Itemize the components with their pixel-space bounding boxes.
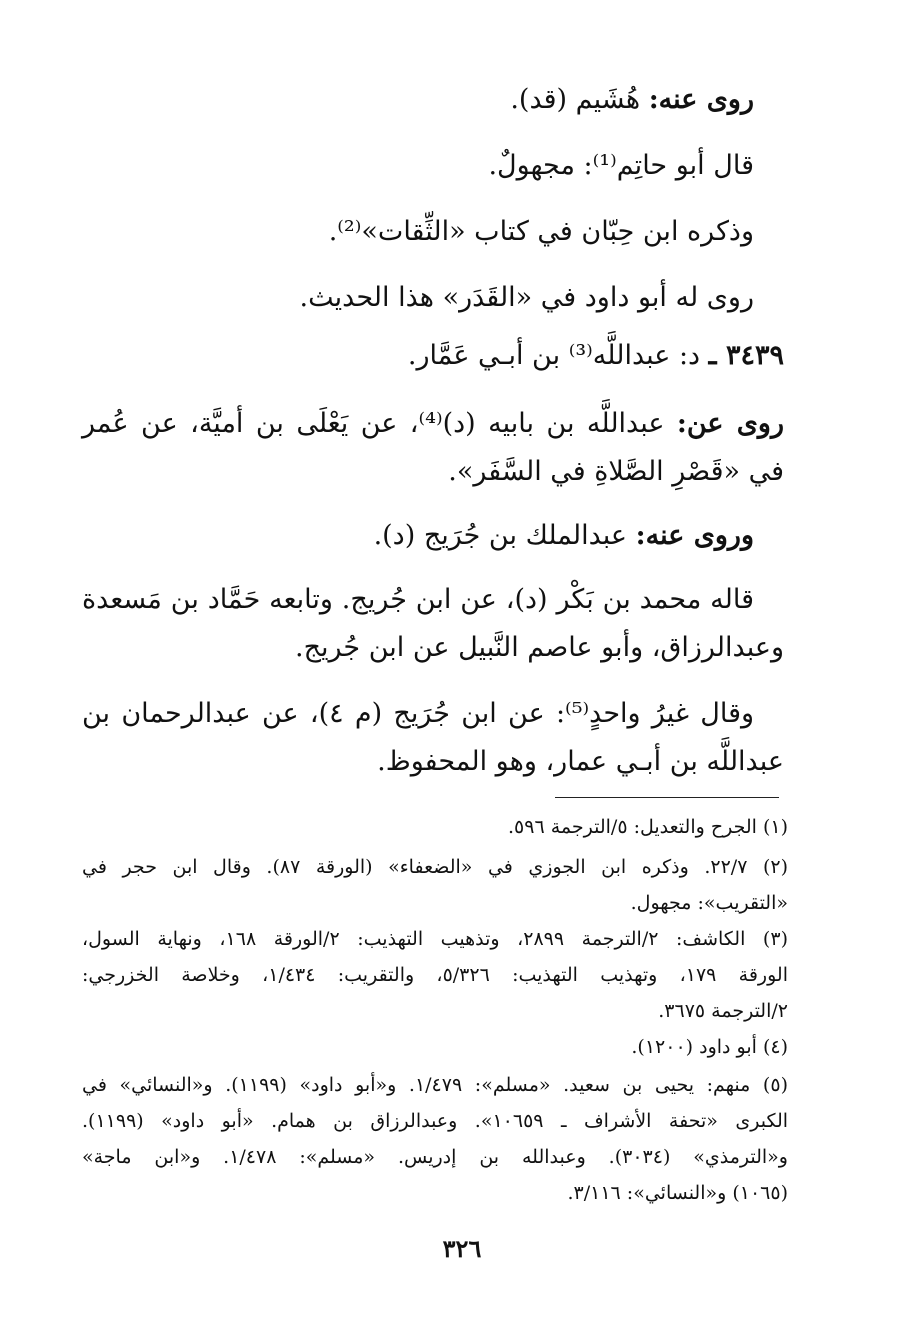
paragraph-2-line-1: وقال غيرُ واحدٍ⁽⁵⁾: عن ابن جُرَيج (م ٤)، عن عبدالرحمان بن <box>82 698 755 729</box>
paragraph-1-line-1: قاله محمد بن بَكْر (د)، عن ابن جُريج. وتابعه حَمَّاد بن مَسعدة <box>82 584 754 615</box>
wa-rawa-anhu-text: عبدالملك بن جُرَيج (د). <box>373 520 628 551</box>
wa-rawa-anhu-line <box>374 516 754 556</box>
abu-dawud-qadar-line: روى له أبو داود في «القَدَر» هذا الحديث. <box>299 282 754 313</box>
ibn-hibban-line: وذكره ابن حِبّان في كتاب «الثِّقات»⁽²⁾. <box>328 216 754 247</box>
rawa-an-line-2: في «قَصْرِ الصَّلاةِ في السَّفَر». <box>448 456 784 487</box>
footnote-2-line-2: «التقريب»: مجهول. <box>630 892 788 914</box>
footnote-1-line-1: (١) الجرح والتعديل: ٥/الترجمة ٥٩٦. <box>508 816 788 838</box>
rawa-anhu-line <box>510 80 754 120</box>
footnote-5-line-4: (١٠٦٥) و«النسائي»: ٣/١١٦. <box>567 1182 788 1204</box>
paragraph-1-line-2: وعبدالرزاق، وأبو عاصم النَّبيل عن ابن جُريج. <box>295 632 784 663</box>
rawa-an-label: روى عن: <box>676 408 784 439</box>
footnote-5-line-3: و«الترمذي» (٣٠٣٤). وعبدالله بن إدريس. «مسلم»: ١/٤٧٨. و«ابن ماجة» <box>82 1146 788 1168</box>
footnote-5-line-1: (٥) منهم: يحيى بن سعيد. «مسلم»: ١/٤٧٩. و«أبو داود» (١١٩٩). و«النسائي» في <box>82 1074 788 1096</box>
wa-rawa-anhu-label: وروى عنه: <box>635 520 754 551</box>
paragraph-2-line-2: عبداللَّه بن أبـي عمار، وهو المحفوظ. <box>377 746 784 777</box>
rawa-anhu-text: هُشَيم (قد). <box>510 84 641 115</box>
footnote-2-line-1: (٢) ٢٢/٧. وذكره ابن الجوزي في «الضعفاء» (الورقة ٨٧). وقال ابن حجر في <box>82 856 789 878</box>
rawa-anhu-label: روى عنه: <box>648 84 754 115</box>
entry-number: ٣٤٣٩ ـ <box>708 340 784 371</box>
footnote-3-line-1: (٣) الكاشف: ٢/الترجمة ٢٨٩٩، وتذهيب التهذيب: ٢/الورقة ١٦٨، ونهاية السول، <box>82 928 788 950</box>
abu-hatim-line: قال أبو حاتِم⁽¹⁾: مجهولٌ. <box>488 150 754 181</box>
footnote-separator <box>555 797 779 798</box>
rawa-an-text-1: عبداللَّه بن بابيه (د)⁽⁴⁾، عن يَعْلَى بن أميَّة، عن عُمر <box>82 408 665 439</box>
rawa-an-line-1 <box>82 404 784 444</box>
entry-heading <box>408 336 784 376</box>
footnote-3-line-3: ٢/الترجمة ٣٦٧٥. <box>658 1000 788 1022</box>
footnote-3-line-2: الورقة ١٧٩، وتهذيب التهذيب: ٥/٣٢٦، والتقريب: ١/٤٣٤، وخلاصة الخزرجي: <box>82 964 788 986</box>
entry-heading-text: د: عبداللَّه⁽³⁾ بن أبـي عَمَّار. <box>407 340 701 371</box>
footnote-4-line-1: (٤) أبو داود (١٢٠٠). <box>631 1036 788 1058</box>
footnote-5-line-2: الكبرى «تحفة الأشراف ـ ١٠٦٥٩». وعبدالرزاق بن همام. «أبو داود» (١١٩٩). <box>82 1110 789 1132</box>
page-number: ٣٢٦ <box>442 1234 482 1263</box>
